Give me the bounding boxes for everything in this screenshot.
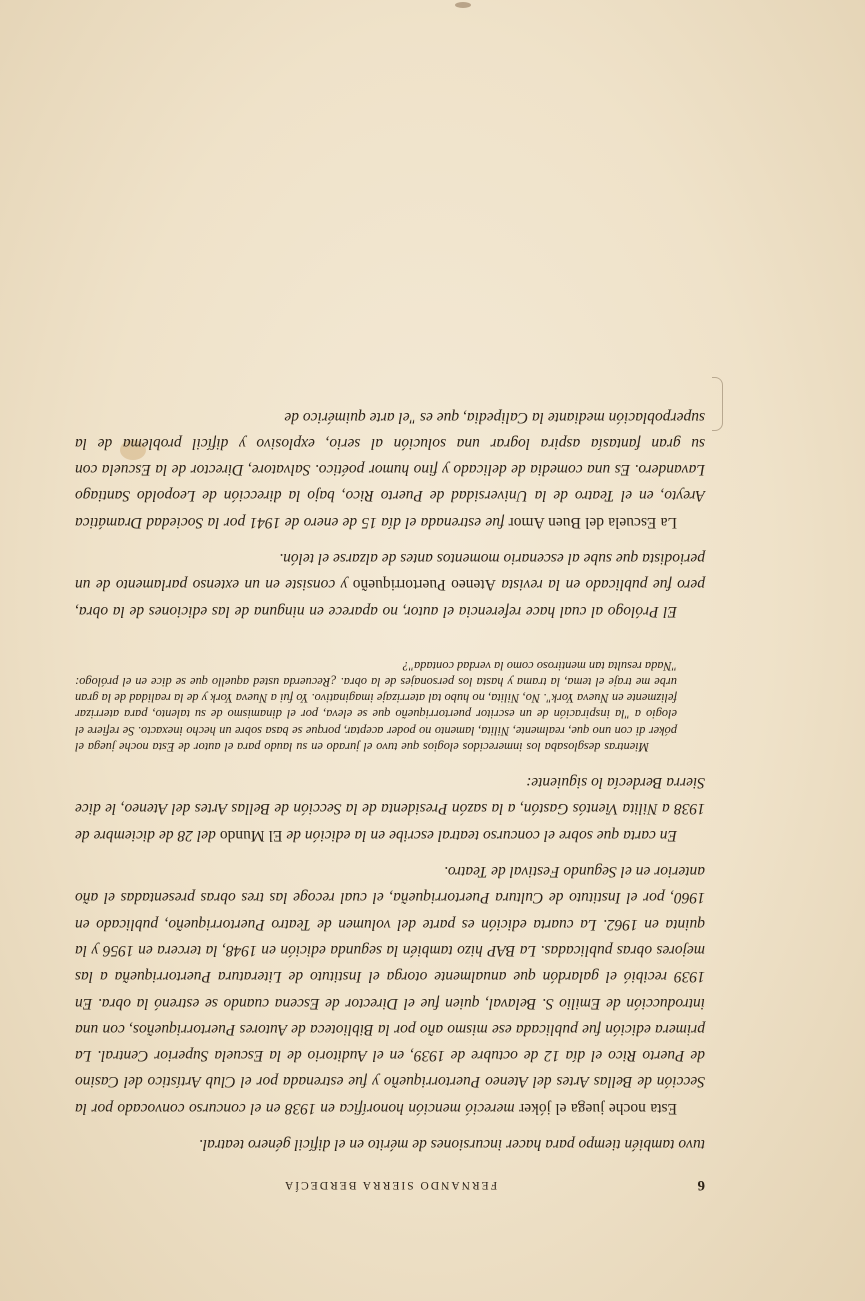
- paragraph-poker-history-text: mereció mención honorífica en 1938 en el concurso convocado por la Sección de Bellas Artes del Ateneo Puertorriqueño y fue estrenada por el Club Artístico del Casino de Puerto Rico el día 12 de octubre de 1939, en el Auditorio de la Escuela Superior Central. La primera edición fue publicada ese mismo año por la Biblioteca de Autores Puertorriqueños, con una introducción de Emilio S. Belaval, quien fue el Director de Escena cuando se estrenó la obra. En 1939 recibió el galardón que anualmente otorga el Instituto de Literatura Puertorriqueña a las mejores obras publicadas. La BAP hizo también la segunda edición en 1948, la tercera en 1956 y la quinta en 1962. La cuarta edición es parte del volumen de Teatro Puertorriqueño, publicado en 1960, por el Instituto de Cultura Puertorriqueña, el cual recoge las tres obras presentadas el año anterior en el Segundo Festival de Teatro.: [75, 863, 705, 1117]
- newspaper-title: El Mundo: [219, 826, 283, 844]
- magazine-title: Ateneo Puertorriqueño: [352, 576, 496, 594]
- running-title: FERNANDO SIERRA BERDECÍA: [282, 1179, 498, 1191]
- play-title-poker: Esta noche juega el jóker: [519, 1099, 677, 1117]
- block-quote-letter: Mientras desglosaba los inmerecidos elogios que tuvo el jurado en su laudo para el autor de Esta noche juega el póker di con uno que, realmente, Nilita, lamento no poder aceptar, porque se basa sobre un hecho inexacto. Se refiere el elogio a "la inspiración de un escritor puertorriqueño que se eleva, por el dinamismo de su talento, para aterrizar felizmente en Nueva York". No, Nilita, no hubo tal aterrizaje imaginativo. Yo fui a Nueva York y de la realidad de la gran urbe me traje el tema, la trama y hasta los personajes de la obra. ¿Recuerda usted aquello que se dice en el prólogo: "Nada resulta tan mentiroso como la verdad contada"?: [75, 658, 677, 754]
- paragraph-letter-intro-c: del 28 de diciembre de 1938 a Nilita Vientós Gastón, a la sazón Presidenta de la Sección de Bellas Artes del Ateneo, le dice Sierra Berdecía lo siguiente:: [75, 774, 705, 844]
- paragraph-intro: [75, 1131, 705, 1157]
- paragraph-letter-intro: [75, 769, 705, 848]
- play-title-buen-amor: La Escuela del Buen Amor: [508, 513, 677, 531]
- margin-bracket-mark: [712, 377, 723, 431]
- running-head: [75, 1171, 705, 1193]
- paragraph-buen-amor-text: fue estrenada el día 15 de enero de 1941 por la Sociedad Dramática Areyto, en el Teatro de la Universidad de Puerto Rico, bajo la dirección de Leopoldo Santiago Lavandero. Es una comedia de delicado y fino humor poético. Salvatore, Director de la Escuela con su gran fantasía aspira lograr una solución al serio, explosivo y difícil problema de la superpoblación mediante la Calipedia, que es "el arte quimérico de: [75, 408, 705, 531]
- paragraph-letter-intro-a: En carta que sobre el concurso teatral escribe en la edición de: [282, 826, 677, 844]
- paragraph-poker-history: [75, 858, 705, 1121]
- section-gap: [75, 624, 705, 640]
- paragraph-buen-amor: [75, 403, 705, 534]
- page-body: [75, 393, 705, 1193]
- paragraph-intro-text: tuvo también tiempo para hacer incursiones de mérito en el difícil género teatral.: [198, 1136, 705, 1153]
- paragraph-prologue-a: El Prólogo al cual hace referencia el autor, no aparece en ninguna de las ediciones de la obra, pero fue publicado en la revista: [75, 576, 705, 620]
- paragraph-prologue: [75, 545, 705, 624]
- page-number: 6: [697, 1177, 705, 1193]
- paragraph-prologue-c: y consiste en un extenso parlamento de un periodista que sube al escenario momentos antes de alzarse el telón.: [75, 550, 705, 594]
